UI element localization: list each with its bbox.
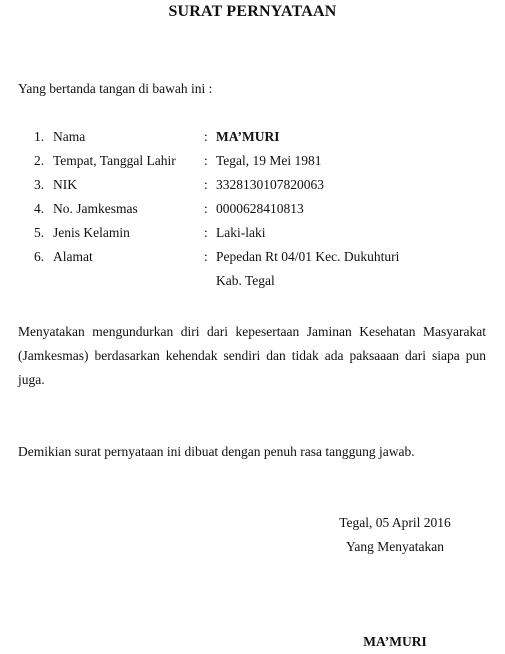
field-value: 0000628410813	[216, 201, 304, 216]
field-row-name	[0, 128, 505, 152]
field-value: Laki-laki	[216, 225, 266, 240]
field-number: 4.	[34, 201, 45, 216]
field-colon: :	[204, 153, 208, 168]
field-colon: :	[204, 225, 208, 240]
identity-fields	[0, 128, 505, 296]
field-value: Pepedan Rt 04/01 Kec. Dukuhturi	[216, 249, 400, 264]
field-row-address	[0, 248, 505, 272]
field-value: 3328130107820063	[216, 177, 324, 192]
field-number: 2.	[34, 153, 45, 168]
statement-paragraph: Menyatakan mengundurkan diri dari kepesertaan Jaminan Kesehatan Masyarakat (Jamkesmas) berdasarkan kehendak sendiri dan tidak ada paksaaan dari siapa pun juga.	[18, 324, 486, 387]
field-label: No. Jamkesmas	[53, 201, 138, 216]
field-value-line2: Kab. Tegal	[216, 273, 275, 288]
field-label: Tempat, Tanggal Lahir	[53, 153, 176, 168]
field-row-birth	[0, 152, 505, 176]
document-title: SURAT PERNYATAAN	[168, 3, 337, 20]
field-row-address-continued	[0, 272, 505, 296]
field-row-jamkesmas	[0, 200, 505, 224]
signer-name: MA’MURI	[363, 634, 427, 649]
field-label: Alamat	[53, 249, 93, 264]
signature-role: Yang Menyatakan	[346, 539, 444, 554]
field-number: 1.	[34, 129, 45, 144]
field-number: 6.	[34, 249, 45, 264]
field-colon: :	[204, 201, 208, 216]
field-number: 5.	[34, 225, 45, 240]
field-row-gender	[0, 224, 505, 248]
field-value: Tegal, 19 Mei 1981	[216, 153, 322, 168]
field-label: Nama	[53, 129, 86, 144]
signature-block	[320, 514, 470, 562]
intro-text: Yang bertanda tangan di bawah ini :	[18, 81, 213, 96]
field-label: NIK	[53, 177, 77, 192]
field-colon: :	[204, 249, 208, 264]
signature-place-date: Tegal, 05 April 2016	[339, 515, 451, 530]
field-colon: :	[204, 129, 208, 144]
field-number: 3.	[34, 177, 45, 192]
field-colon: :	[204, 177, 208, 192]
field-value: MA’MURI	[216, 129, 280, 144]
field-row-nik	[0, 176, 505, 200]
field-label: Jenis Kelamin	[53, 225, 130, 240]
closing-paragraph: Demikian surat pernyataan ini dibuat dengan penuh rasa tanggung jawab.	[18, 444, 415, 459]
